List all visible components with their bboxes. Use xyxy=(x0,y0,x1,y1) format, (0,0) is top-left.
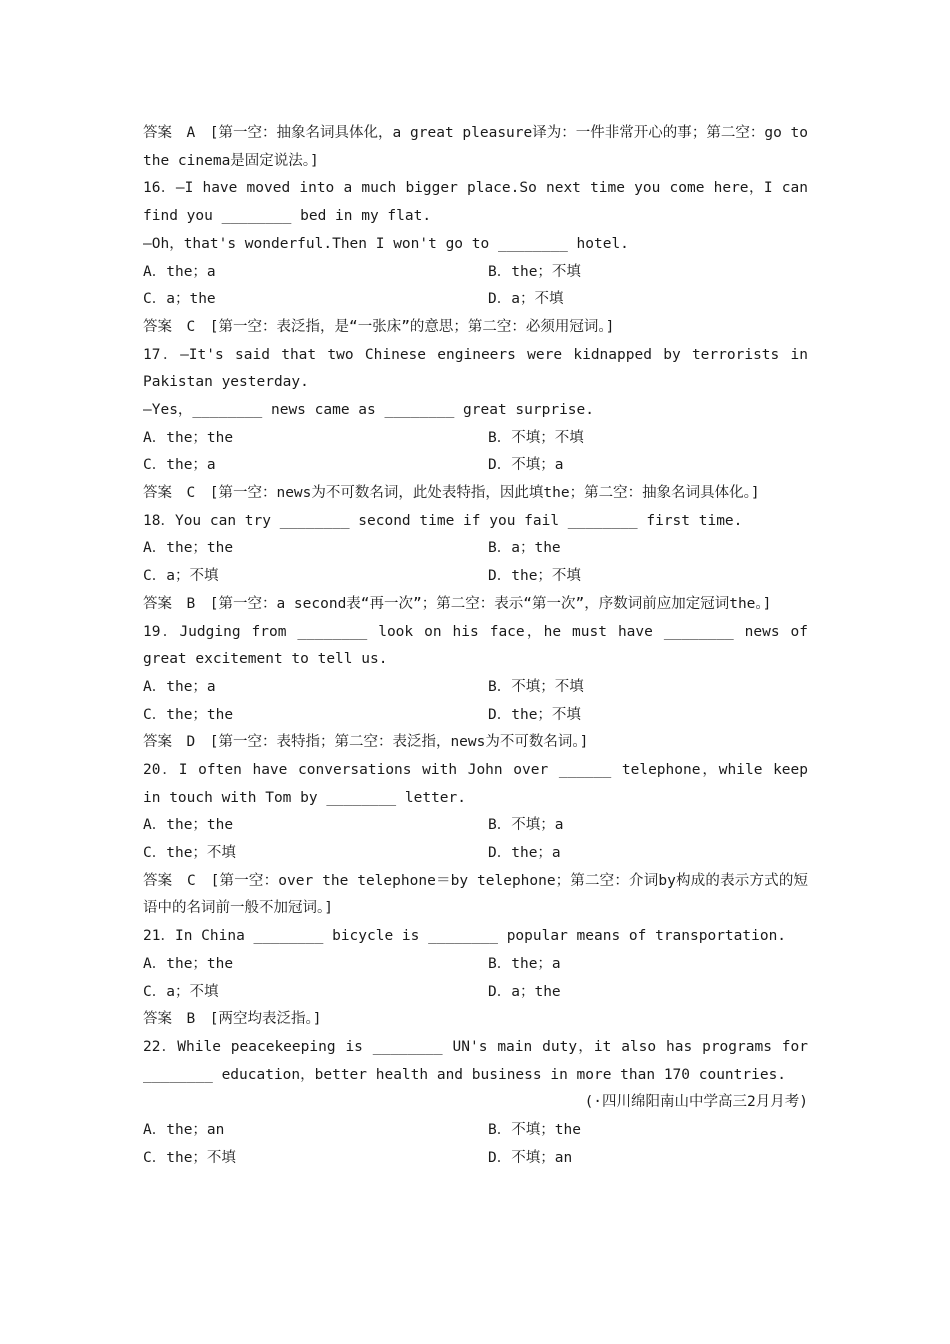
option-a: A．the；the xyxy=(143,955,234,972)
question-20-options-cd xyxy=(143,840,808,868)
option-d: D．不填；a xyxy=(488,457,564,474)
option-b: B．不填；a xyxy=(488,817,564,834)
question-20: 20．I often have conversations with John over ______ telephone，while keep in touch with Tom by ________ letter. xyxy=(143,761,808,806)
document-page xyxy=(143,120,808,1172)
option-a: A．the；a xyxy=(143,678,216,695)
question-19-options-ab xyxy=(143,674,808,702)
answer-20: 答案 C [第一空：over the telephone＝by telephone；第二空：介词by构成的表示方式的短语中的名词前一般不加冠词。] xyxy=(143,872,808,917)
answer-17: 答案 C [第一空：news为不可数名词，此处表特指，因此填the；第二空：抽象名词具体化。] xyxy=(143,485,760,502)
question-22-source: (·四川绵阳南山中学高三2月月考) xyxy=(584,1094,808,1111)
answer-15: 答案 A [第一空：抽象名词具体化，a great pleasure译为：一件非常开心的事；第二空：go to the cinema是固定说法。] xyxy=(143,125,808,169)
question-22-options-ab xyxy=(143,1117,808,1145)
question-19-options-cd xyxy=(143,702,808,730)
question-20-options-ab xyxy=(143,812,808,840)
question-18-options-ab xyxy=(143,535,808,563)
option-c: C．the；the xyxy=(143,706,234,723)
option-a: A．the；the xyxy=(143,540,234,557)
option-a: A．the；the xyxy=(143,429,234,446)
option-d: D．the；不填 xyxy=(488,706,581,723)
question-22: 22．While peacekeeping is ________ UN's main duty，it also has programs for ________ education，better health and business in more than 170 countries. xyxy=(143,1038,808,1083)
option-b: B．a；the xyxy=(488,540,561,557)
question-17-reply: —Yes，________ news came as ________ great surprise. xyxy=(143,401,594,418)
option-c: C．a；不填 xyxy=(143,983,219,1000)
option-b: B．不填；the xyxy=(488,1122,581,1138)
question-17-options-ab xyxy=(143,425,808,453)
question-22-options-cd xyxy=(143,1145,808,1173)
question-16-options-ab xyxy=(143,259,808,287)
question-21: 21．In China ________ bicycle is ________ popular means of transportation. xyxy=(143,928,787,945)
question-17-options-cd xyxy=(143,452,808,480)
question-18-options-cd xyxy=(143,563,808,591)
option-a: A．the；a xyxy=(143,263,216,280)
question-21-options-ab xyxy=(143,951,808,979)
answer-21: 答案 B [两空均表泛指。] xyxy=(143,1011,322,1028)
option-b: B．the；a xyxy=(488,955,561,972)
option-c: C．the；不填 xyxy=(143,845,236,862)
option-d: D．a；the xyxy=(488,983,561,1000)
question-16-reply: —Oh，that's wonderful.Then I won't go to ________ hotel. xyxy=(143,235,629,252)
option-c: C．a；不填 xyxy=(143,568,219,585)
option-d: D．a；不填 xyxy=(488,291,564,308)
option-c: C．the；a xyxy=(143,457,216,474)
option-a: A．the；the xyxy=(143,817,234,834)
question-18: 18．You can try ________ second time if you fail ________ first time. xyxy=(143,512,743,529)
question-16: 16．—I have moved into a much bigger place.So next time you come here，I can find you ________ bed in my flat. xyxy=(143,180,808,225)
option-d: D．不填；an xyxy=(488,1149,573,1166)
option-c: C．a；the xyxy=(143,291,216,308)
question-19: 19．Judging from ________ look on his face，he must have ________ news of great excitement to tell us. xyxy=(143,623,808,668)
option-b: B．the；不填 xyxy=(488,263,581,280)
option-d: D．the；a xyxy=(488,845,561,862)
option-d: D．the；不填 xyxy=(488,568,581,585)
answer-19: 答案 D [第一空：表特指；第二空：表泛指，news为不可数名词。] xyxy=(143,734,589,751)
question-17: 17．—It's said that two Chinese engineers were kidnapped by terrorists in Pakistan yesterday. xyxy=(143,346,808,391)
question-16-options-cd xyxy=(143,286,808,314)
option-c: C．the；不填 xyxy=(143,1149,236,1166)
question-21-options-cd xyxy=(143,979,808,1007)
answer-16: 答案 C [第一空：表泛指，是“一张床”的意思；第二空：必须用冠词。] xyxy=(143,318,615,335)
option-b: B．不填；不填 xyxy=(488,678,584,695)
answer-18: 答案 B [第一空：a second表“再一次”；第二空：表示“第一次”，序数词前应加定冠词the。] xyxy=(143,595,772,612)
option-b: B．不填；不填 xyxy=(488,429,584,446)
option-a: A．the；an xyxy=(143,1122,225,1138)
